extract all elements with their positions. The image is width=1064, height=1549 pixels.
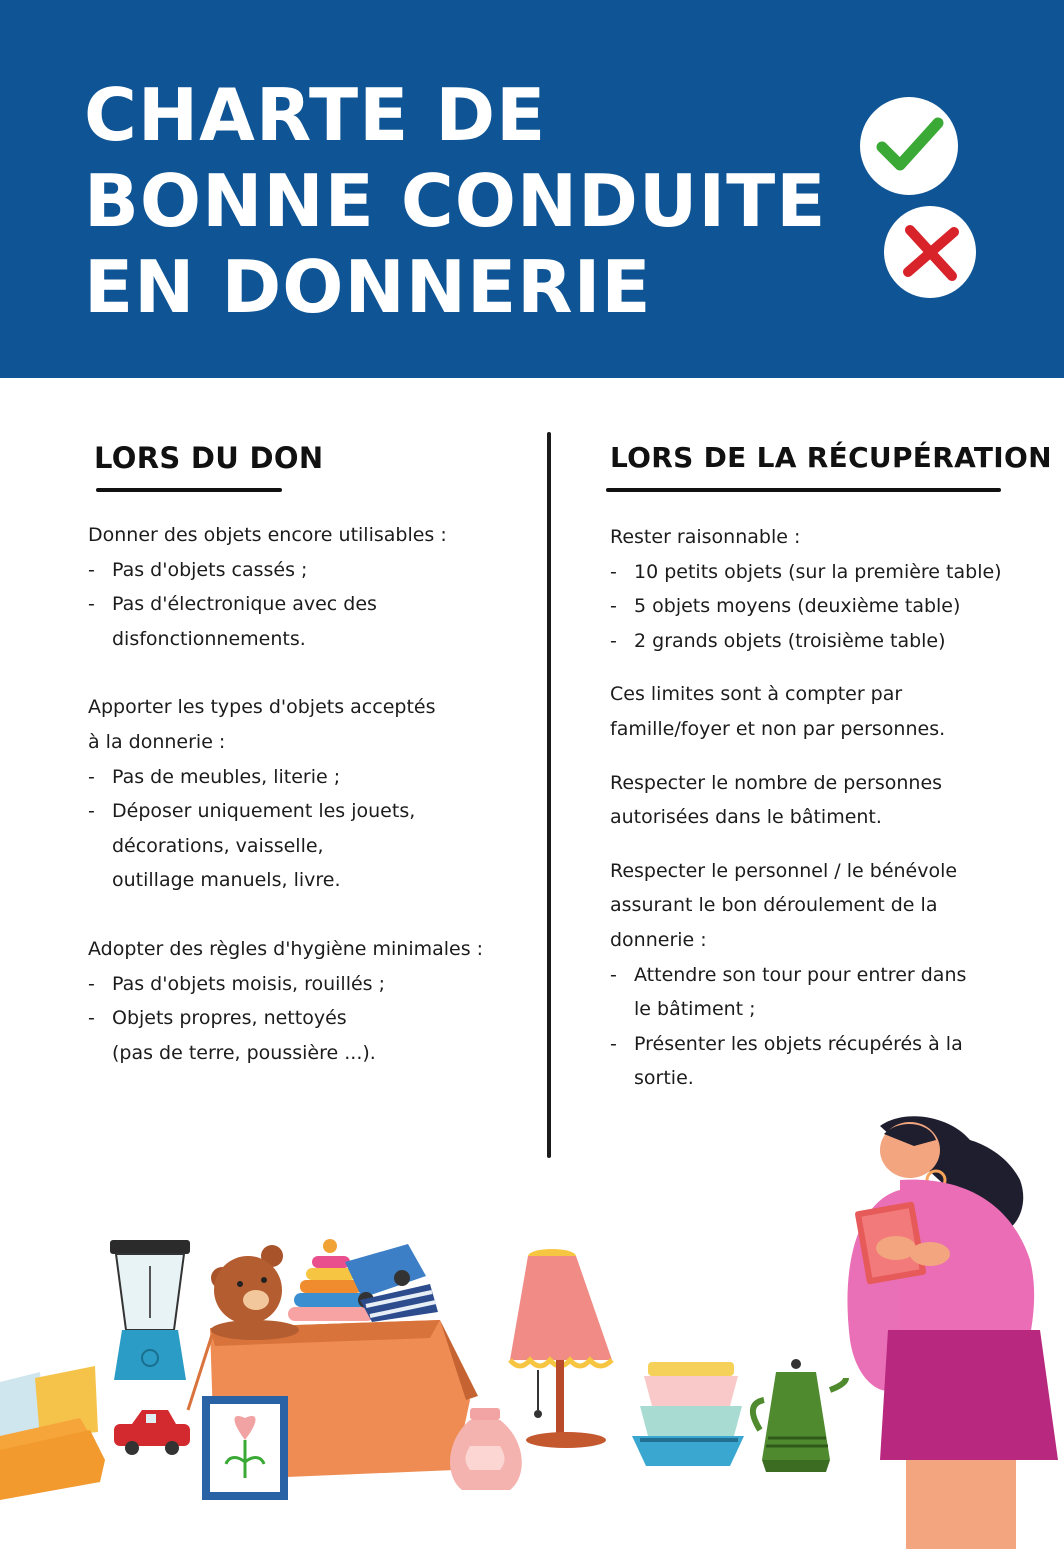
paragraph-line: autorisées dans le bâtiment. (610, 806, 882, 829)
section-intro: Donner des objets encore utilisables : (88, 524, 447, 546)
paragraph-line: donnerie : (610, 928, 707, 951)
bullet-text: sortie. (634, 1067, 694, 1090)
bullet-text: - Présenter les objets récupérés à la (634, 1032, 963, 1055)
bullet-text: - Pas d'objets cassés ; (112, 558, 308, 581)
section-intro: Apporter les types d'objets acceptés (88, 696, 436, 719)
woman-reading-icon (847, 1116, 1058, 1549)
bullet-text: disfonctionnements. (112, 627, 306, 650)
paragraph-line: Respecter le nombre de personnes (610, 771, 943, 794)
paragraph-line: Ces limites sont à compter par (610, 683, 903, 706)
bullet-text: décorations, vaisselle, (112, 834, 324, 857)
bullet-text: - Attendre son tour pour entrer dans (634, 963, 967, 986)
storage-box-icon (0, 1366, 105, 1500)
bullet-text: - Objets propres, nettoyés (112, 1007, 347, 1030)
bowls-icon (632, 1362, 744, 1466)
toy-car-icon (114, 1410, 190, 1455)
paragraph-line: famille/foyer et non par personnes. (610, 717, 946, 740)
blender-icon (110, 1240, 190, 1380)
section-intro: Adopter des règles d'hygiène minimales : (88, 937, 484, 960)
donation-heading: LORS DU DON (94, 441, 324, 475)
title-line: CHARTE DE (84, 73, 547, 157)
section-intro: à la donnerie : (88, 730, 226, 753)
bullet-text: le bâtiment ; (634, 998, 756, 1021)
section-intro: Rester raisonnable : (610, 526, 801, 548)
title-line: BONNE CONDUITE (84, 159, 827, 243)
bullet-text: - 10 petits objets (sur la première table) (634, 560, 1002, 583)
title-line: EN DONNERIE (84, 245, 652, 329)
bullet-text: - Pas de meubles, literie ; (112, 765, 341, 788)
pickup-heading: LORS DE LA RÉCUPÉRATION (610, 441, 1052, 474)
bullet-text: - Pas d'objets moisis, rouillés ; (112, 972, 386, 995)
teddy-bear-icon (211, 1245, 299, 1340)
picture-frame-icon (202, 1396, 288, 1500)
bullet-text: - 2 grands objets (troisième table) (634, 629, 946, 652)
bullet-text: - Déposer uniquement les jouets, (112, 800, 416, 823)
bullet-text: outillage manuels, livre. (112, 869, 341, 892)
lamp-icon (510, 1249, 612, 1448)
paragraph-line: assurant le bon déroulement de la (610, 894, 938, 917)
paragraph-line: Respecter le personnel / le bénévole (610, 859, 958, 882)
bullet-text: - Pas d'électronique avec des (112, 593, 377, 616)
bullet-text: (pas de terre, poussière ...). (112, 1041, 376, 1064)
kettle-icon (753, 1359, 846, 1472)
bullet-text: - 5 objets moyens (deuxième table) (634, 595, 961, 618)
